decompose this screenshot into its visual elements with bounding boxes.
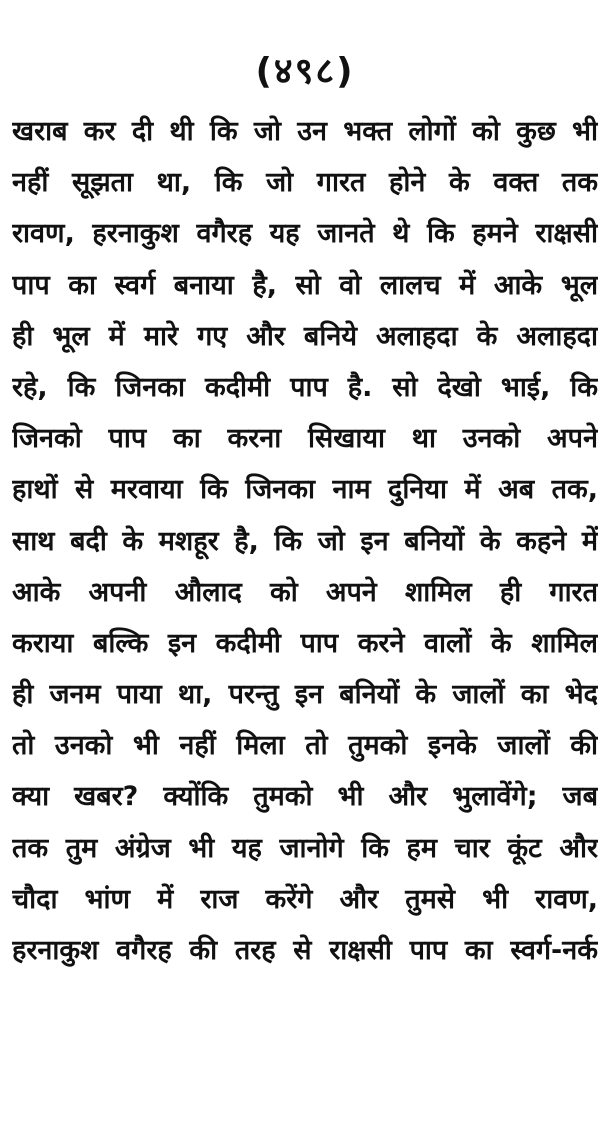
- text-line-2: नहीं सूझता था, कि जो गारत होने के वक्त तक: [12, 167, 598, 199]
- text-line-12: ही जनम पाया था, परन्तु इन बनियों के जालों का भेद: [12, 679, 598, 711]
- text-line-8: हाथों से मरवाया कि जिनका नाम दुनिया में अब तक,: [12, 474, 598, 506]
- text-line-16: चौदा भांण में राज करेंगे और तुमसे भी रावण,: [12, 883, 598, 915]
- text-line-4: पाप का स्वर्ग बनाया है, सो वो लालच में आके भूल: [12, 269, 598, 301]
- text-line-3: रावण, हरनाकुश वगैरह यह जानते थे कि हमने राक्षसी: [12, 218, 598, 250]
- text-line-10: आके अपनी औलाद को अपने शामिल ही गारत: [12, 576, 598, 608]
- text-line-1: खराब कर दी थी कि जो उन भक्त लोगों को कुछ भी: [12, 116, 598, 147]
- text-line-7: जिनको पाप का करना सिखाया था उनको अपने: [12, 423, 598, 455]
- text-line-11: कराया बल्कि इन कदीमी पाप करने वालों के शामिल: [12, 627, 598, 659]
- text-line-17: हरनाकुश वगैरह की तरह से राक्षसी पाप का स्वर्ग-नर्क: [12, 935, 598, 966]
- text-line-14: क्या खबर? क्योंकि तुमको भी और भुलावेंगे; जब: [12, 781, 598, 813]
- text-line-5: ही भूल में मारे गए और बनिये अलाहदा के अलाहदा: [12, 320, 598, 352]
- text-line-6: रहे, कि जिनका कदीमी पाप है. सो देखो भाई, कि: [12, 371, 598, 403]
- text-line-9: साथ बदी के मशहूर है, कि जो इन बनियों के कहने में: [12, 525, 598, 557]
- page-number: (४९८): [255, 51, 355, 92]
- body-text: [12, 106, 598, 976]
- text-line-13: तो उनको भी नहीं मिला तो तुमको इनके जालों की: [12, 730, 598, 762]
- text-line-15: तक तुम अंग्रेज भी यह जानोगे कि हम चार कूंट और: [12, 832, 598, 864]
